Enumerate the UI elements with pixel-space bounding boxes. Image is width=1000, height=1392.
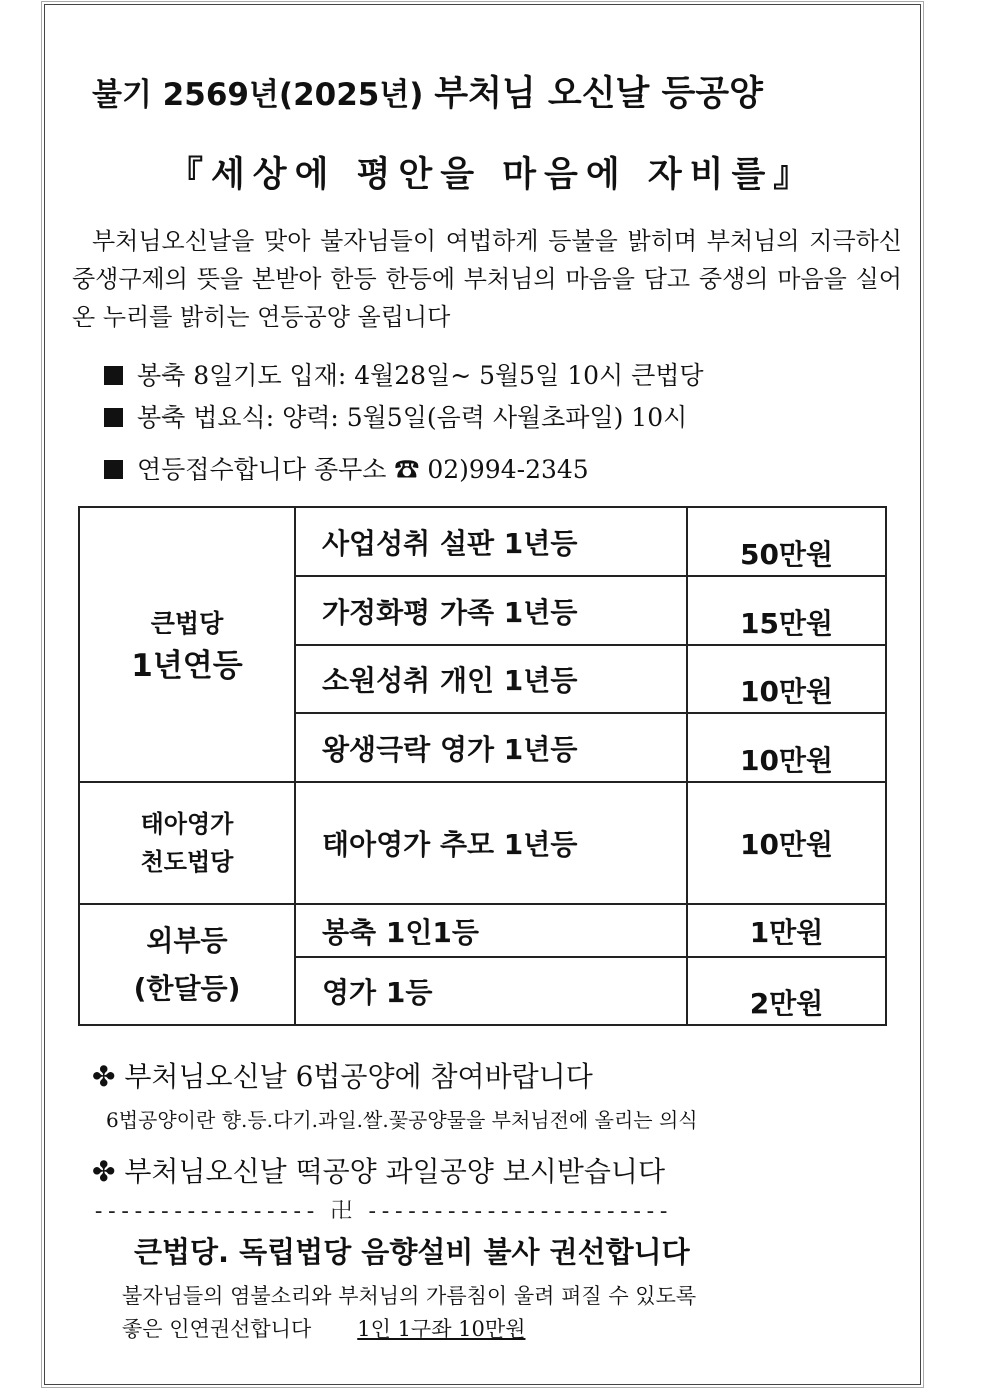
square-bullet-icon: [104, 366, 123, 385]
schedule-text: 연등접수합니다 종무소 ☎ 02)994-2345: [137, 455, 589, 484]
category-label: 천도법당: [140, 848, 234, 876]
schedule-item-ceremony: [104, 398, 687, 434]
lantern-fee-table: [78, 506, 887, 1026]
item-cell: 왕생극락 영가 1년등: [295, 713, 687, 782]
title-year: 불기 2569년(2025년): [92, 77, 435, 113]
table-row: [79, 782, 886, 904]
item-cell: 영가 1등: [295, 957, 687, 1025]
table-row: [79, 507, 886, 576]
intro-text: 부처님오신날을 맞아 불자님들이 여법하게 등불을 밝히며 부처님의 지극하신 중생구제의 뜻을 본받아 한등 한등에 부처님의 마음을 담고 중생의 마음을 실어 온 누리를 밝히는 연등공양 올립니다: [72, 227, 902, 331]
price-cell: 1만원: [687, 904, 886, 957]
offering-headline-text: 부처님오신날 6법공양에 참여바랍니다: [124, 1060, 593, 1093]
category-label: (한달등): [133, 971, 241, 1005]
appeal-line-text: 좋은 인연권선합니다: [122, 1317, 312, 1341]
appeal-line: [122, 1313, 696, 1346]
category-cell: [79, 782, 295, 904]
category-cell: [79, 904, 295, 1025]
schedule-text: 봉축 8일기도 입재: 4월28일~ 5월5일 10시 큰법당: [137, 361, 704, 390]
clover-icon: ✤: [92, 1060, 116, 1093]
intro-paragraph: [72, 222, 902, 336]
square-bullet-icon: [104, 460, 123, 479]
price-cell: 50만원: [687, 507, 886, 576]
schedule-item-contact: [104, 450, 589, 486]
category-cell: [79, 507, 295, 782]
schedule-text: 봉축 법요식: 양력: 5월5일(음력 사월초파일) 10시: [137, 403, 688, 432]
clover-icon: ✤: [92, 1155, 116, 1188]
item-cell: 소원성취 개인 1년등: [295, 645, 687, 713]
offering-headline-2: [92, 1150, 665, 1190]
page-title: [92, 66, 763, 116]
item-cell: 태아영가 추모 1년등: [295, 782, 687, 904]
offering-headline: [92, 1055, 593, 1095]
offering-note: 6법공양이란 향.등.다기.과일.쌀.꽃공양물을 부처님전에 올리는 의식: [106, 1108, 698, 1132]
item-cell: 사업성취 설판 1년등: [295, 507, 687, 576]
price-cell: 10만원: [687, 713, 886, 782]
category-label: 외부등: [146, 923, 228, 957]
category-label: 1년연등: [131, 648, 243, 684]
price-cell: 10만원: [687, 645, 886, 713]
appeal-line: 불자님들의 염불소리와 부처님의 가름침이 울려 펴질 수 있도록: [122, 1284, 697, 1308]
title-main: 부처님 오신날 등공양: [434, 74, 763, 114]
item-cell: 봉축 1인1등: [295, 904, 687, 957]
category-label: 태아영가: [140, 810, 234, 838]
appeal-body: [122, 1280, 696, 1346]
table-row: [79, 904, 886, 957]
price-cell: 15만원: [687, 576, 886, 645]
appeal-headline: 큰법당. 독립법당 음향설비 불사 권선합니다: [134, 1235, 690, 1269]
page-subtitle: 『세상에 평안을 마음에 자비를』: [168, 154, 817, 195]
item-cell: 가정화평 가족 1년등: [295, 576, 687, 645]
category-label: 큰법당: [150, 609, 224, 638]
price-cell: 2만원: [687, 957, 886, 1025]
schedule-item-prayer: [104, 356, 704, 392]
appeal-price: 1인 1구좌 10만원: [357, 1317, 526, 1341]
divider-line: ----------------- 卍 -----------------------: [92, 1199, 671, 1224]
square-bullet-icon: [104, 408, 123, 427]
offering-headline-text: 부처님오신날 떡공양 과일공양 보시받습니다: [124, 1155, 665, 1188]
price-cell: 10만원: [687, 782, 886, 904]
